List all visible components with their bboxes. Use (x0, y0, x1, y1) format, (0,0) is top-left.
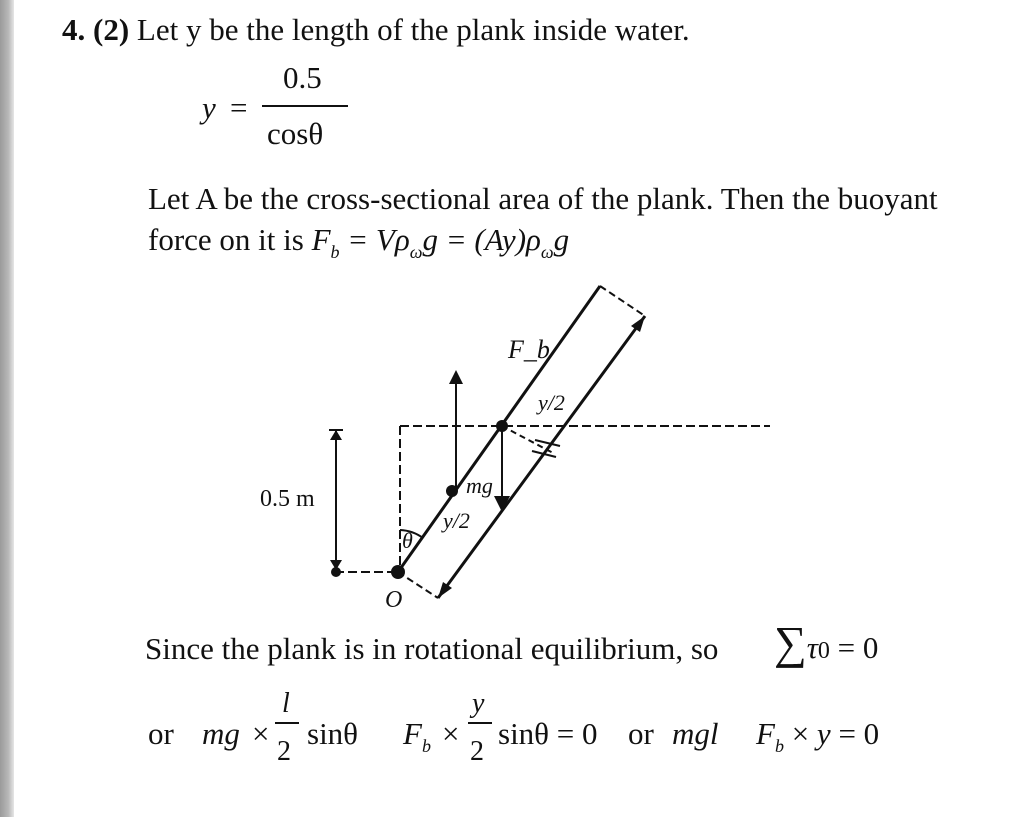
scan-edge-strip (0, 0, 14, 817)
final-frac2-bar (468, 722, 492, 724)
eq1-lhs: y (202, 90, 216, 125)
center-of-mass-point (446, 485, 458, 497)
final-sin1: sinθ (307, 716, 359, 751)
final-frac2-num: y (472, 688, 485, 719)
final-or-1: or (148, 716, 174, 751)
plank-diagram (240, 280, 800, 620)
buoyant-force-arrowhead (449, 370, 463, 384)
final-term-fb: $F_b$ (403, 716, 431, 756)
eq1-fraction-bar (262, 105, 348, 107)
answer-option: (2) (93, 12, 130, 47)
problem-heading (62, 14, 690, 45)
final-frac1-num: l (282, 688, 290, 719)
label-half-length-top: y/2 (538, 390, 565, 415)
plank-top-end (600, 286, 645, 316)
origin-point (391, 565, 405, 579)
final-term-mg: mg (202, 716, 240, 751)
equilibrium-text: Since the plank is in rotational equilibrium, so (145, 631, 719, 666)
depth-bottom-point (331, 567, 341, 577)
eq1-equals: = (230, 90, 248, 125)
final-sin2-eq: sinθ = 0 (498, 716, 598, 751)
problem-number: 4. (62, 12, 86, 47)
eq1-numerator: 0.5 (283, 60, 322, 95)
buoyant-force-equation: $F_b = V\rho_\omega g = (Ay)\rho_\omega g$ (311, 222, 570, 262)
plank-bottom-end (398, 572, 438, 598)
final-frac1-den: 2 (277, 736, 291, 767)
label-depth: 0.5 m (260, 486, 315, 512)
sum-symbol: ∑ (774, 617, 807, 668)
torque-sum-equation: ∑τ0 = 0 (774, 617, 879, 668)
label-origin: O (385, 587, 403, 613)
surface-projection-line (502, 426, 555, 454)
label-half-length-bottom: y/2 (443, 508, 470, 533)
final-frac1-bar (275, 722, 299, 724)
final-frac2-den: 2 (470, 736, 484, 767)
final-or-2: or (628, 716, 654, 751)
final-fb-y: $F_b \times y = 0$ (756, 716, 880, 756)
final-times-1: × (252, 716, 270, 751)
intro-text: Let y be the length of the plank inside water. (136, 12, 690, 47)
para2-prefix: force on it is (148, 222, 304, 257)
length-arrow-top (631, 316, 645, 332)
label-weight: mg (466, 473, 493, 498)
length-arrow-bottom (438, 582, 452, 598)
label-angle: θ (402, 528, 413, 553)
label-buoyant-force: F_b (508, 335, 550, 364)
final-mgl: mgl (672, 716, 719, 751)
depth-arrow-top (330, 430, 342, 440)
para2-line2 (148, 222, 570, 262)
eq1-denominator: cosθ (267, 116, 324, 151)
para2-line1: Let A be the cross-sectional area of the plank. Then the buoyant (148, 181, 938, 216)
final-times-2: × (442, 716, 460, 751)
